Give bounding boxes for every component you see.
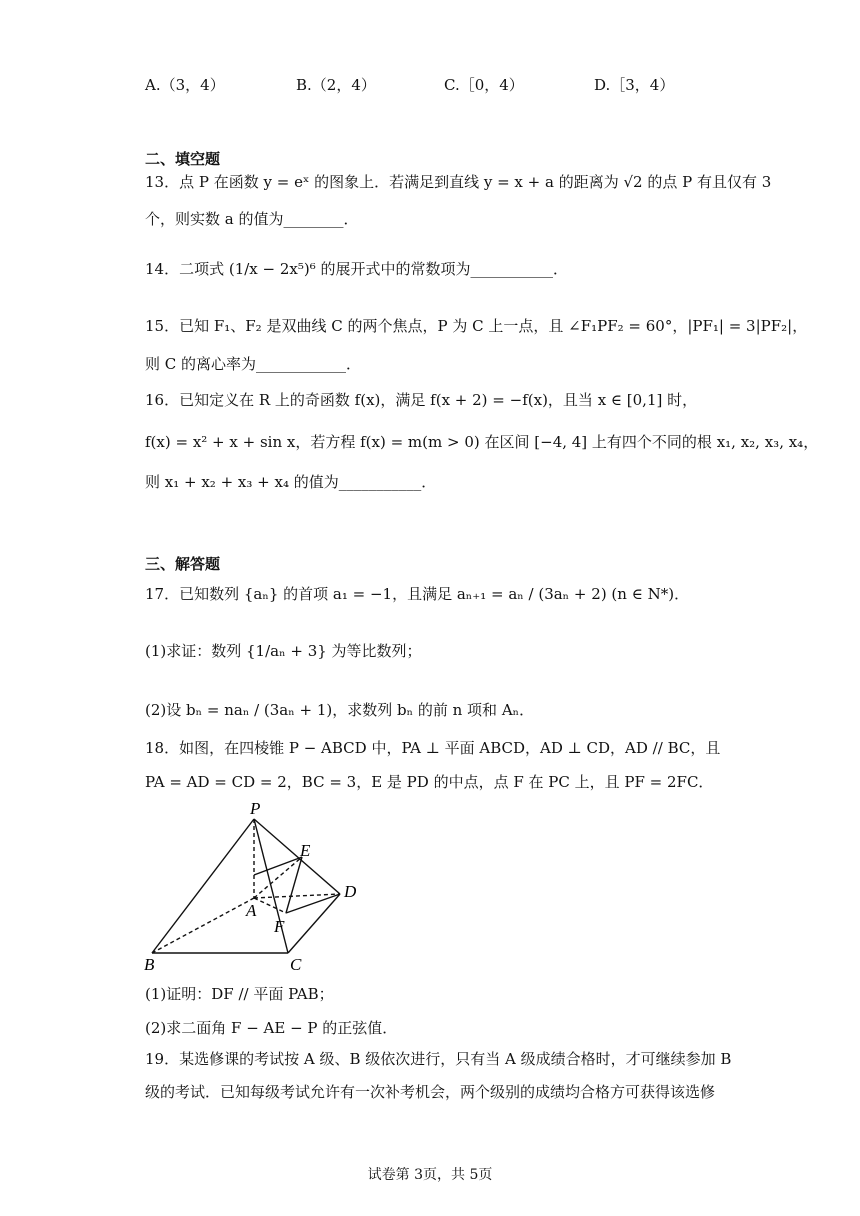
segment-ef <box>286 857 302 913</box>
section-fill-in-heading: 二、填空题 <box>145 150 221 168</box>
choice-b: B.（2，4） <box>296 76 376 94</box>
q19-line2: 级的考试．已知每级考试允许有一次补考机会，两个级别的成绩均合格方可获得该选修 <box>145 1083 716 1101</box>
choice-c: C.［0，4） <box>444 76 524 94</box>
page-footer: 试卷第 3页，共 5页 <box>367 1167 493 1183</box>
pyramid-figure <box>140 798 370 978</box>
choice-a: A.（3，4） <box>145 76 225 94</box>
q15-line1: 15．已知 F₁、F₂ 是双曲线 C 的两个焦点，P 为 C 上一点，且 ∠F₁PF₂ = 60°，|PF₁| = 3|PF₂|， <box>145 317 808 335</box>
edge-af <box>254 898 286 913</box>
label-a: A <box>246 901 257 920</box>
q13-line2: 个，则实数 a 的值为________． <box>145 210 359 228</box>
label-b: B <box>144 955 155 974</box>
segment-ae <box>254 857 302 875</box>
edge-ab <box>152 898 254 953</box>
q13-line1: 13．点 P 在函数 y = eˣ 的图象上．若满足到直线 y = x + a 的距离为 √2 的点 P 有且仅有 3 <box>145 173 772 191</box>
edge-ad <box>254 894 340 898</box>
q17-stem: 17．已知数列 {aₙ} 的首项 a₁ = −1，且满足 aₙ₊₁ = aₙ / (3aₙ + 2) (n ∈ N*)． <box>145 585 690 603</box>
edge-pb <box>152 819 254 953</box>
q18-line2: PA = AD = CD = 2，BC = 3，E 是 PD 的中点，点 F 在 PC 上，且 PF = 2FC． <box>145 773 714 791</box>
label-e: E <box>300 841 311 860</box>
q16-line1: 16．已知定义在 R 上的奇函数 f(x)，满足 f(x + 2) = −f(x)，且当 x ∈ [0,1] 时， <box>145 391 698 409</box>
q19-line1: 19．某选修课的考试按 A 级、B 级依次进行，只有当 A 级成绩合格时，才可继续参加 B <box>145 1050 732 1068</box>
label-d: D <box>344 882 357 901</box>
q18-part2: (2)求二面角 F − AE − P 的正弦值． <box>145 1019 398 1037</box>
q17-part2: (2)设 bₙ = naₙ / (3aₙ + 1)，求数列 bₙ 的前 n 项和 Aₙ． <box>145 701 535 719</box>
q16-line3: 则 x₁ + x₂ + x₃ + x₄ 的值为___________． <box>145 473 437 491</box>
section-solve-heading: 三、解答题 <box>145 555 221 573</box>
q15-line2: 则 C 的离心率为____________． <box>145 355 362 373</box>
label-f: F <box>274 917 285 936</box>
label-c: C <box>290 955 302 974</box>
q17-part1: (1)求证：数列 {1/aₙ + 3} 为等比数列； <box>145 642 422 660</box>
label-p: P <box>250 799 261 818</box>
choice-d: D.［3，4） <box>594 76 675 94</box>
edge-pd <box>254 819 340 894</box>
q18-part1: (1)证明：DF // 平面 PAB； <box>145 985 334 1003</box>
edge-ae-hidden <box>254 857 302 898</box>
q16-line2: f(x) = x² + x + sin x，若方程 f(x) = m(m > 0) 在区间 [−4, 4] 上有四个不同的根 x₁, x₂, x₃, x₄， <box>145 433 819 451</box>
q14-text: 14．二项式 (1/x − 2x⁵)⁶ 的展开式中的常数项为___________． <box>145 260 569 278</box>
q18-line1: 18．如图，在四棱锥 P − ABCD 中，PA ⊥ 平面 ABCD，AD ⊥ CD，AD // BC，且 <box>145 739 721 757</box>
